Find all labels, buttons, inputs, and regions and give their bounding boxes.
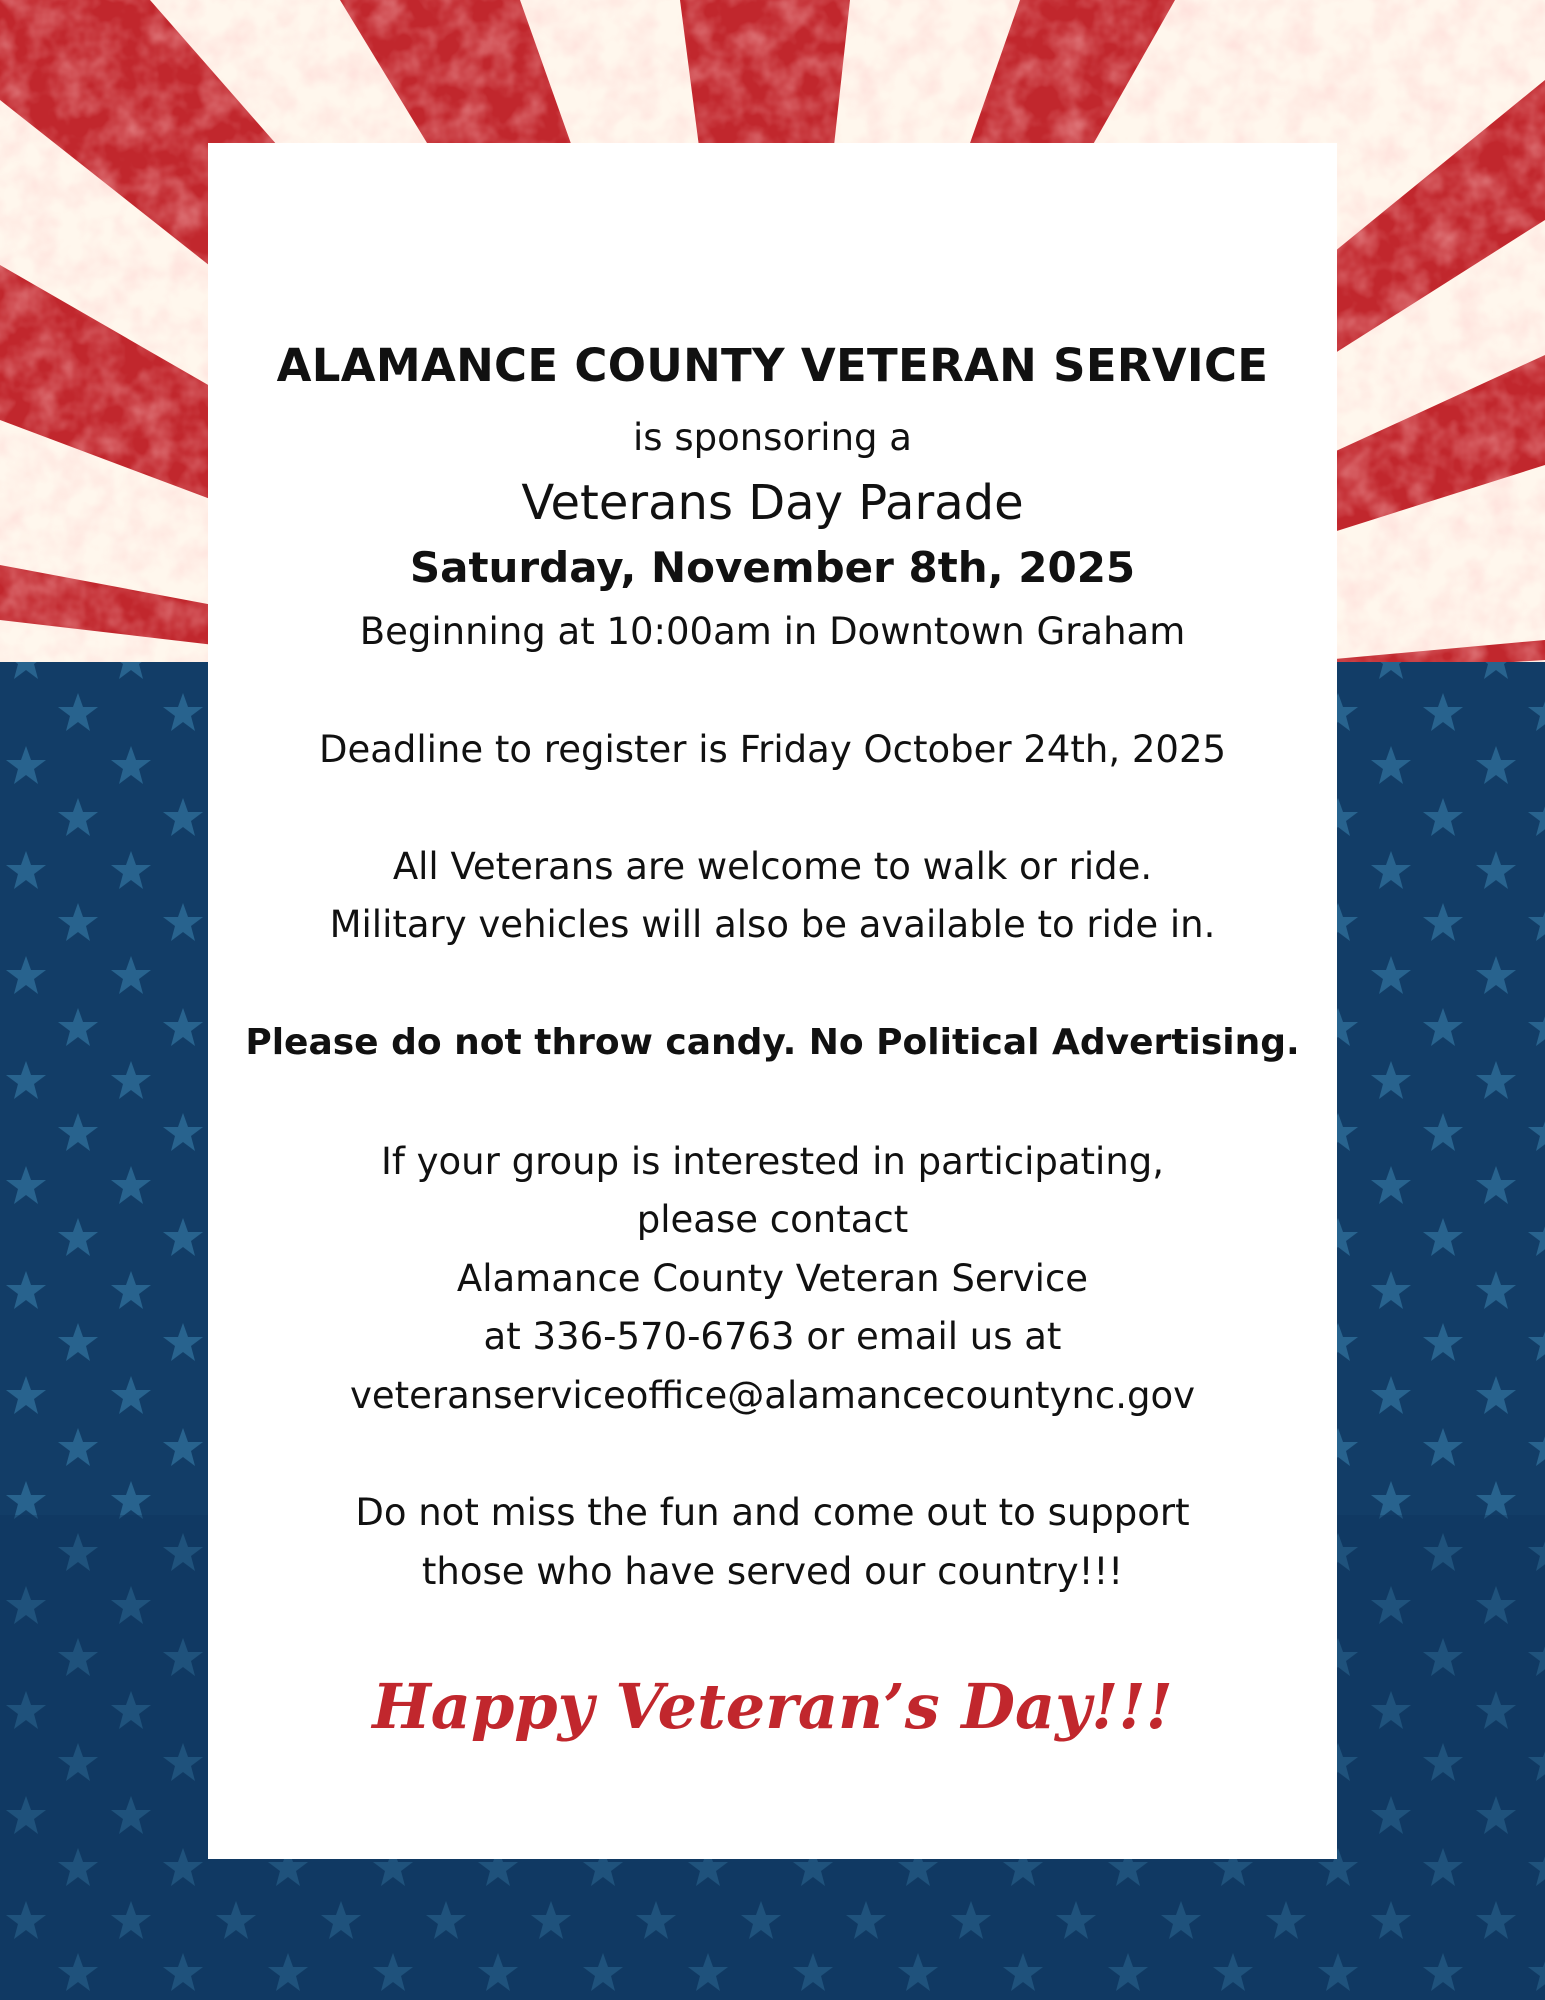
flyer-card: [208, 143, 1337, 1859]
contact-line-1: If your group is interested in participating,: [380, 1140, 1165, 1183]
organization-title: ALAMANCE COUNTY VETERAN SERVICE: [276, 339, 1269, 392]
contact-email: veteranserviceoffice@alamancecountync.gov: [349, 1374, 1196, 1417]
welcome-line-2: Military vehicles will also be available to ride in.: [329, 903, 1216, 946]
contact-line-3: Alamance County Veteran Service: [456, 1257, 1089, 1300]
closing-line-2: those who have served our country!!!: [421, 1550, 1124, 1593]
sponsor-line: is sponsoring a: [633, 416, 912, 459]
closing-line-1: Do not miss the fun and come out to support: [355, 1491, 1190, 1534]
holiday-greeting: Happy Veteran’s Day!!!: [372, 1670, 1173, 1743]
parade-rules: Please do not throw candy. No Political Advertising.: [245, 1022, 1300, 1063]
welcome-line-1: All Veterans are welcome to walk or ride.: [392, 845, 1153, 888]
contact-line-4: at 336-570-6763 or email us at: [483, 1315, 1062, 1358]
registration-deadline: Deadline to register is Friday October 24th, 2025: [318, 728, 1227, 771]
event-date: Saturday, November 8th, 2025: [409, 543, 1136, 592]
event-start: Beginning at 10:00am in Downtown Graham: [359, 610, 1186, 653]
event-name: Veterans Day Parade: [521, 475, 1024, 531]
contact-line-2: please contact: [636, 1198, 909, 1241]
